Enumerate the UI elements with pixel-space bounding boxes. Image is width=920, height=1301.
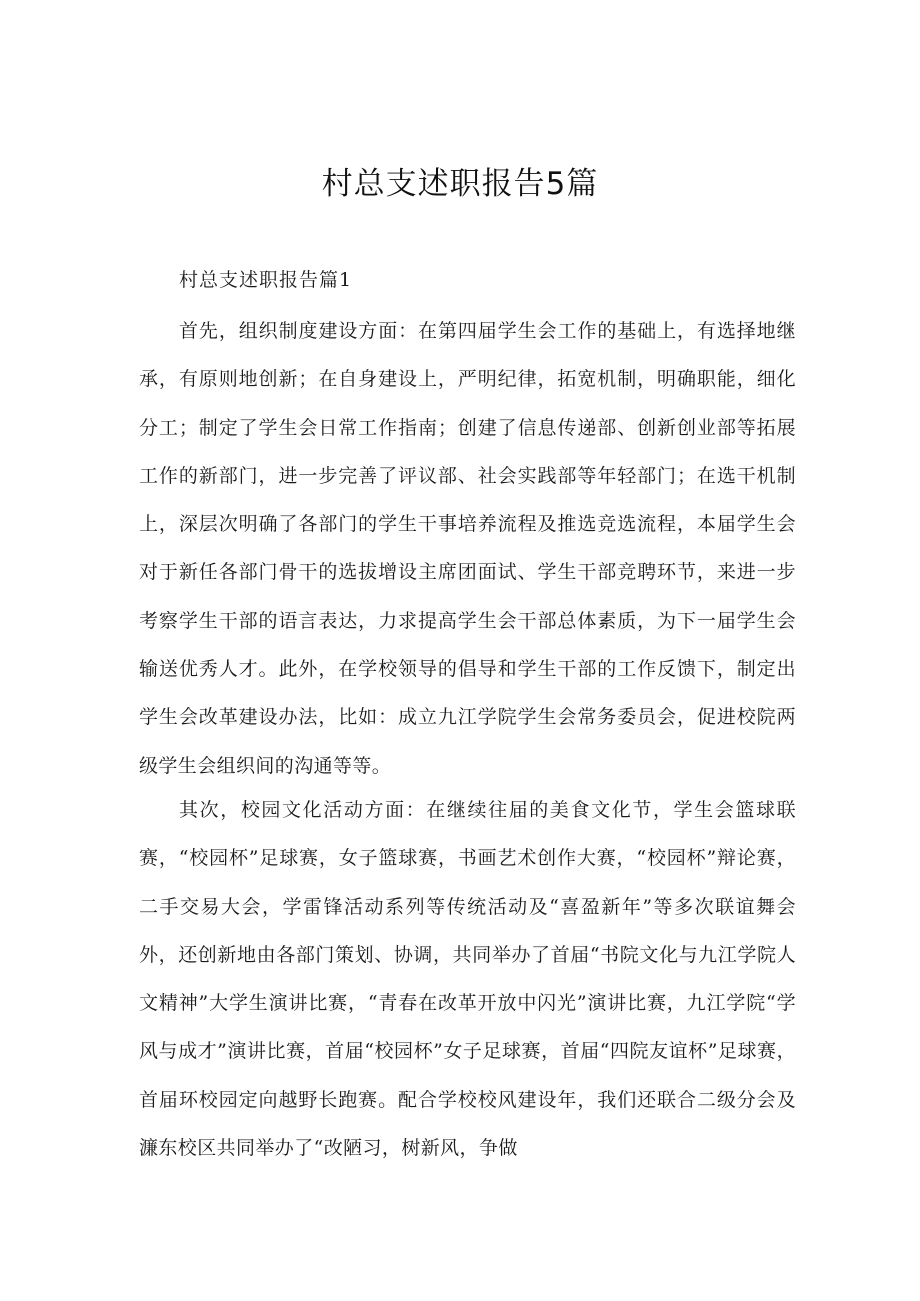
- body-paragraph-1: 首先，组织制度建设方面：在第四届学生会工作的基础上，有选择地继承，有原则地创新；在自身建设上，严明纪律，拓宽机制，明确职能，细化分工；制定了学生会日常工作指南；创建了信息传递部、创新创业部等拓展工作的新部门，进一步完善了评议部、社会实践部等年轻部门；在选干机制上，深层次明确了各部门的学生干事培养流程及推选竞选流程，本届学生会对于新任各部门骨干的选拔增设主席团面试、学生干部竞聘环节，来进一步考察学生干部的语言表达，力求提高学生会干部总体素质，为下一届学生会输送优秀人才。此外，在学校领导的倡导和学生干部的工作反馈下，制定出学生会改革建设办法，比如：成立九江学院学生会常务委员会，促进校院两级学生会组织间的沟通等等。: [139, 320, 796, 777]
- section-heading: 村总支述职报告篇1: [179, 269, 353, 291]
- body-paragraph-2: 其次，校园文化活动方面：在继续往届的美食文化节，学生会篮球联赛，“校园杯”足球赛，女子篮球赛，书画艺术创作大赛，“校园杯”辩论赛，二手交易大会，学雷锋活动系列等传统活动及“喜盈新年”等多次联谊舞会外，还创新地由各部门策划、协调，共同举办了首届“书院文化与九江学院人文精神”大学生演讲比赛，“青春在改革开放中闪光”演讲比赛，九江学院“学风与成才”演讲比赛，首届“校园杯”女子足球赛，首届“四院友谊杯”足球赛，首届环校园定向越野长跑赛。配合学校校风建设年，我们还联合二级分会及濂东校区共同举办了“改陋习，树新风，争做: [139, 799, 796, 1160]
- document-title: 村总支述职报告5篇: [321, 166, 599, 202]
